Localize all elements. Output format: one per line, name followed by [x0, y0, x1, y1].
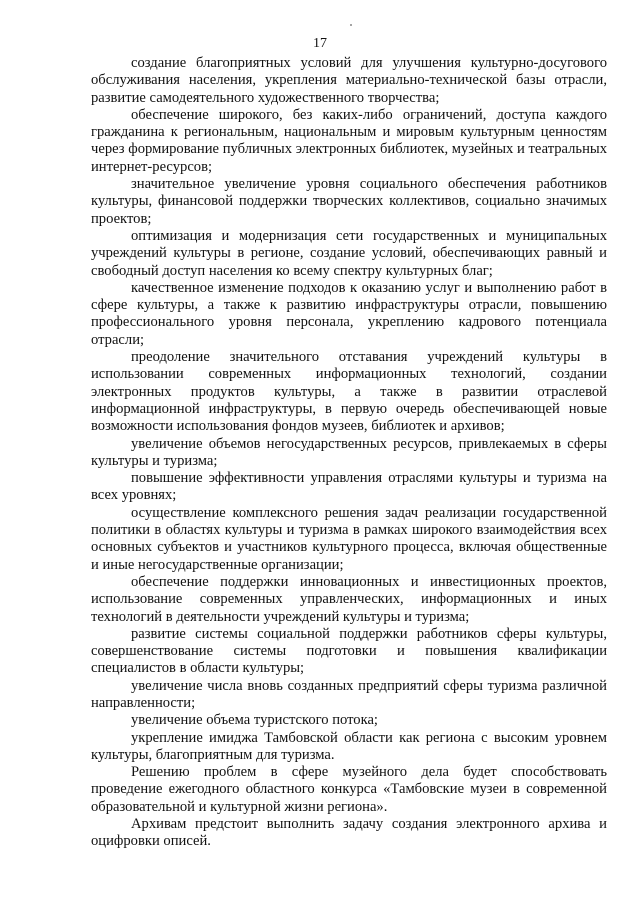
paragraph: обеспечение поддержки инновационных и инвестиционных проектов, использование современных управленческих, информационных и иных технологий в деятельности учреждений культуры и туризма; — [91, 573, 607, 625]
paragraph: обеспечение широкого, без каких-либо ограничений, доступа каждого гражданина к региональным, национальным и мировым культурным ценностям через формирование публичных электронных библиотек, музейных и театральных интернет-ресурсов; — [91, 106, 607, 175]
paragraph: Архивам предстоит выполнить задачу создания электронного архива и оцифровки описей. — [91, 816, 607, 850]
document-body — [91, 55, 607, 851]
page-number: 17 — [313, 36, 327, 51]
paragraph: увеличение объема туристского потока; — [131, 712, 378, 729]
paragraph: значительное увеличение уровня социального обеспечения работников культуры, финансовой поддержки творческих коллективов, социально значимых проектов; — [91, 176, 607, 227]
paragraph: осуществление комплексного решения задач реализации государственной политики в областях культуры и туризма в рамках широкого взаимодействия всех основных субъектов и участников культурного процесса, включая общественные и иные негосударственные организации; — [91, 504, 607, 573]
paragraph: Решению проблем в сфере музейного дела будет способствовать проведение ежегодного областного конкурса «Тамбовские музеи в современной образовательной и культурной жизни региона». — [91, 764, 607, 815]
paragraph: увеличение объемов негосударственных ресурсов, привлекаемых в сферы культуры и туризма; — [91, 435, 607, 469]
scan-speck — [350, 24, 352, 26]
paragraph: качественное изменение подходов к оказанию услуг и выполнению работ в сфере культуры, а также к развитию инфраструктуры отрасли, повышению профессионального уровня персонала, укреплению кадрового потенциала отрасли; — [91, 279, 607, 348]
paragraph: преодоление значительного отставания учреждений культуры в использовании современных информационных технологий, создании электронных продуктов культуры, а также в развитии отраслевой информационной инфраструктуры, в первую очередь обеспечивающей новые возможности использования фондов музеев, библиотек и архивов; — [91, 349, 607, 435]
paragraph: развитие системы социальной поддержки работников сферы культуры, совершенствование системы подготовки и повышения квалификации специалистов в области культуры; — [91, 625, 607, 677]
paragraph: укрепление имиджа Тамбовской области как региона с высоким уровнем культуры, благоприятным для туризма. — [91, 729, 607, 763]
paragraph: оптимизация и модернизация сети государственных и муниципальных учреждений культуры в регионе, создание условий, обеспечивающих равный и свободный доступ населения ко всему спектру культурных благ; — [91, 227, 607, 279]
paragraph: увеличение числа вновь созданных предприятий сферы туризма различной направленности; — [91, 677, 607, 711]
paragraph: повышение эффективности управления отраслями культуры и туризма на всех уровнях; — [91, 470, 607, 504]
paragraph: создание благоприятных условий для улучшения культурно-досугового обслуживания населения, укрепления материально-технической базы отрасли, развитие самодеятельного художественного творчества; — [91, 55, 607, 106]
